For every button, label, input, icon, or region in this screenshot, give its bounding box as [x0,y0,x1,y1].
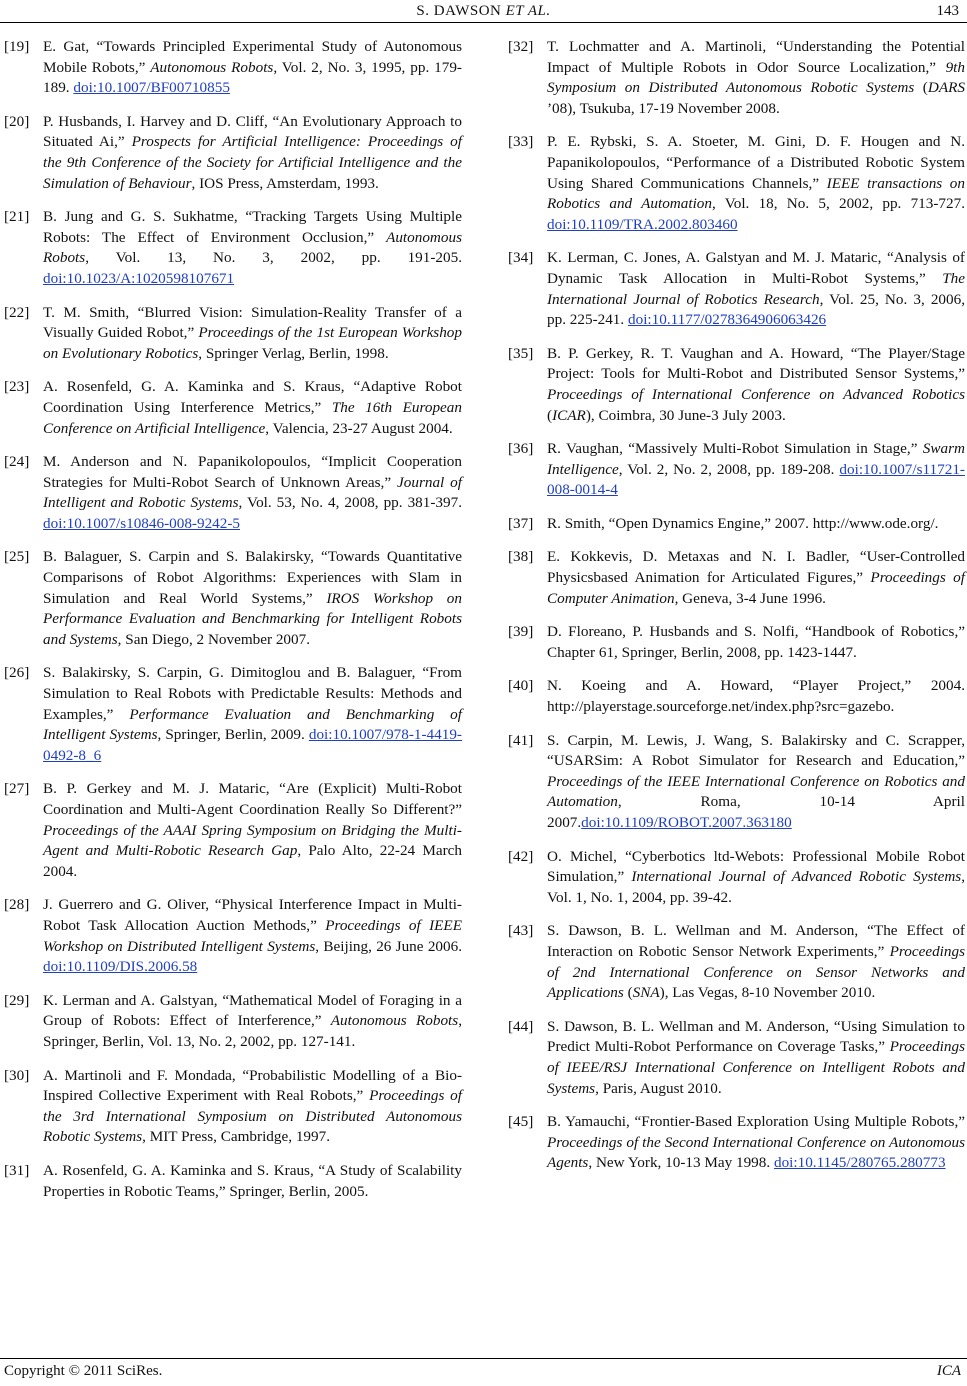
reference-number: [20] [4,112,30,130]
reference-item [508,1017,965,1099]
reference-text-segment: ), Las Vegas, 8-10 November 2010. [659,984,876,1002]
reference-text-segment: ), Coimbra, 30 June-3 July 2003. [585,406,786,424]
reference-text [43,37,462,99]
reference-number: [27] [4,780,30,798]
reference-text-segment: , Springer, Berlin, 2009. [157,726,309,744]
reference-text-segment: S. Dawson, B. L. Wellman and M. Anderson, “Using Simulation to Predict Multi-Robot Performance on Coverage Tasks,” [547,1017,965,1056]
reference-text-segment: K. Lerman and A. Galstyan, “Mathematical Model of Foraging in a Group of Robots: Effect of Interference,” [43,991,462,1030]
reference-italic-text: Journal of Intelligent and Robotic Systems [43,473,462,512]
reference-text-segment: B. Jung and G. S. Sukhatme, “Tracking Targets Using Multiple Robots: The Effect of Environment Occlusion,” [43,208,462,246]
reference-item [508,1112,965,1174]
reference-number: [31] [4,1161,30,1179]
reference-text-segment: B. Balaguer, S. Carpin and S. Balakirsky, “Towards Quantitative Comparisons of Robot Algorithms: Experiences with Slam in Simulation and Real World Systems,” [43,548,462,607]
reference-text-segment: J. Guerrero and G. Oliver, “Physical Interference Impact in Multi-Robot Task Allocation Auction Methods,” [43,896,462,934]
reference-item [508,676,965,717]
reference-text [43,895,462,977]
doi-link[interactable]: doi:10.1007/s11721-008-0014-4 [547,460,965,499]
journal-abbreviation: ICA [936,1363,961,1379]
doi-link[interactable]: doi:10.1109/TRA.2002.803460 [547,215,738,233]
reference-text-segment: , MIT Press, Cambridge, 1997. [142,1128,330,1146]
running-head [0,2,967,20]
reference-number: [19] [4,38,30,55]
reference-item [508,847,965,909]
reference-text-segment: S. Dawson, B. L. Wellman and M. Anderson, “The Effect of Interaction on Robotic Sensor Network Experiments,” [547,922,965,960]
reference-text [547,37,965,119]
reference-number: [21] [4,208,30,226]
doi-link[interactable]: doi:10.1023/A:1020598107671 [43,269,235,287]
reference-number: [29] [4,991,30,1009]
doi-link[interactable]: doi:10.1007/BF00710855 [73,79,230,97]
reference-italic-text: Autonomous Robots [330,1012,459,1030]
doi-link[interactable]: doi:10.1109/DIS.2006.58 [43,958,198,976]
reference-text-segment: ( [914,79,928,97]
reference-text-segment: , Vol. 2, No. 3, 1995, pp. 179-189. [43,58,462,97]
copyright-notice: Copyright © 2011 SciRes. [4,1363,163,1379]
reference-italic-text: Autonomous Robots [150,58,274,76]
reference-italic-text: The International Journal of Robotics Research [547,269,965,308]
reference-text-segment: N. Koeing and A. Howard, “Player Project,” 2004. http://playerstage.sourceforge.net/index.php?src=gazebo. [547,677,965,716]
reference-number: [26] [4,664,30,682]
reference-italic-text: International Journal of Advanced Robotic Systems [631,868,962,886]
reference-item [4,991,462,1053]
reference-item [508,921,965,1003]
reference-text [43,377,462,439]
reference-text [547,344,965,426]
reference-number: [37] [508,514,534,532]
reference-text-segment: , IOS Press, Amsterdam, 1993. [191,174,379,192]
reference-item [508,514,965,535]
reference-italic-text: ICAR [552,406,586,424]
reference-text-segment: A. Rosenfeld, G. A. Kaminka and S. Kraus, “A Study of Scalability Properties in Robotic Teams,” Springer, Berlin, 2005. [43,1161,462,1200]
reference-text-segment: , Vol. 18, No. 5, 2002, pp. 713-727. [711,195,965,213]
reference-italic-text: Proceedings of the 1st European Workshop on Evolutionary Robotics [43,324,462,362]
reference-italic-text: Proceedings of the AAAI Spring Symposium on Bridging the Multi-Agent and Multi-Robotic Research Gap [43,821,462,860]
reference-text [547,921,965,1003]
reference-item [508,248,965,330]
doi-link[interactable]: doi:10.1109/ROBOT.2007.363180 [581,814,792,831]
reference-item [508,731,965,834]
reference-number: [32] [508,38,534,55]
reference-item [4,112,462,194]
reference-text-segment: , Geneva, 3-4 June 1996. [674,589,826,607]
reference-text-segment: B. P. Gerkey, R. T. Vaughan and A. Howard, “The Player/Stage Project: Tools for Multi-Robot and Distributed Sensor Systems,” [547,344,965,383]
reference-text [43,303,462,365]
reference-text [43,779,462,882]
reference-number: [25] [4,548,30,566]
page-number: 143 [936,3,959,19]
reference-text-segment: , Vol. 53, No. 4, 2008, pp. 381-397. [238,494,462,512]
doi-link[interactable]: doi:10.1145/280765.280773 [773,1154,946,1172]
reference-number: [28] [4,896,30,914]
reference-text-segment: , Vol. 2, No. 2, 2008, pp. 189-208. [618,460,840,478]
reference-text-segment: T. M. Smith, “Blurred Vision: Simulation-Reality Transfer of a Visually Guided Robot,” [43,303,462,342]
reference-text-segment: ( [547,406,553,424]
reference-italic-text: Proceedings of IEEE/RSJ International Conference on Intelligent Robots and Systems [547,1038,965,1097]
reference-number: [43] [508,922,534,940]
reference-text-segment: R. Smith, “Open Dynamics Engine,” 2007. http://www.ode.org/. [547,514,939,532]
reference-number: [35] [508,344,534,362]
reference-text-segment: E. Kokkevis, D. Metaxas and N. I. Badler, “User-Controlled Physicsbased Animation for Articulated Figures,” [547,548,965,587]
reference-item [4,547,462,650]
reference-item [508,344,965,426]
reference-text-segment: A. Martinoli and F. Mondada, “Probabilistic Modelling of a Bio-Inspired Collective Experiment with Real Robots,” [43,1066,462,1105]
reference-text [43,991,462,1053]
reference-text-segment: , Springer Verlag, Berlin, 1998. [198,344,389,362]
reference-text-segment: M. Anderson and N. Papanikolopoulos, “Implicit Cooperation Strategies for Multi-Robot Search of Unknown Areas,” [43,453,462,491]
reference-item [4,1066,462,1148]
reference-item [508,547,965,609]
reference-text-segment: , Beijing, 26 June 2006. [315,937,462,955]
reference-italic-text: DARS [927,79,965,97]
reference-text-segment: ’08), Tsukuba, 17-19 November 2008. [547,99,780,117]
reference-italic-text: IEEE transactions on Robotics and Automation [547,174,965,213]
reference-text-segment: R. Vaughan, “Massively Multi-Robot Simulation in Stage,” [547,440,923,458]
reference-text-segment: , Valencia, 23-27 August 2004. [265,419,453,437]
reference-text-segment: , Roma, 10-14 April 2007. [547,793,965,831]
reference-item [4,779,462,882]
reference-text-segment: A. Rosenfeld, G. A. Kaminka and S. Kraus, “Adaptive Robot Coordination Using Interference Metrics,” [43,378,462,416]
reference-italic-text: Swarm Intelligence [547,440,965,478]
reference-text [43,547,462,650]
reference-text-segment: , Springer, Berlin, Vol. 13, No. 2, 2002, pp. 127-141. [43,1012,462,1050]
page-header [0,2,967,24]
reference-text [547,1017,965,1099]
reference-text [547,1112,965,1174]
reference-text-segment: T. Lochmatter and A. Martinoli, “Understanding the Potential Impact of Multiple Robots in Odor Source Localization,” [547,38,965,76]
reference-number: [34] [508,249,534,267]
reference-item [4,37,462,99]
reference-text [43,1066,462,1148]
reference-item [508,132,965,235]
reference-text-segment: , Vol. 1, No. 1, 2004, pp. 39-42. [547,868,965,906]
reference-italic-text: Autonomous Robots [43,228,462,267]
doi-link[interactable]: doi:10.1007/s10846-008-9242-5 [43,514,241,532]
reference-text [43,1161,462,1202]
reference-italic-text: Proceedings of International Conference on Advanced Robotics [547,385,965,403]
reference-text-segment: B. Yamauchi, “Frontier-Based Exploration Using Multiple Robots,” [547,1113,965,1131]
reference-italic-text: Proceedings of the 3rd International Symposium on Distributed Autonomous Robotic Systems [43,1087,462,1146]
reference-text [547,439,965,501]
reference-text-segment: , Vol. 13, No. 3, 2002, pp. 191-205. [85,249,462,267]
reference-number: [38] [508,548,534,566]
reference-text-segment: S. Balakirsky, S. Carpin, G. Dimitoglou and B. Balaguer, “From Simulation to Real Robots with Predictable Results: Methods and Examples,” [43,664,462,723]
reference-number: [45] [508,1113,534,1131]
reference-number: [44] [508,1017,534,1035]
reference-text-segment: P. E. Rybski, S. A. Stoeter, M. Gini, D. F. Hougen and N. Papanikolopoulos, “Performance of a Distributed Robotic System Using Shared Communications Channels,” [547,133,965,192]
reference-text [547,248,965,330]
references-column-left [4,37,462,1215]
reference-item [4,663,462,766]
reference-number: [22] [4,303,30,321]
reference-italic-text: Prospects for Artificial Intelligence: Proceedings of the 9th Conference of the Society for Artificial Intelligence and the Simulation of Behaviour [43,133,462,192]
reference-text [547,847,965,909]
page-footer [0,1358,967,1383]
reference-text-segment: B. P. Gerkey and M. J. Mataric, “Are (Explicit) Multi-Robot Coordination and Multi-Agent Coordination Really So Different?” [43,780,462,818]
reference-text-segment: D. Floreano, P. Husbands and S. Nolfi, “Handbook of Robotics,” Chapter 61, Springer, Berlin, 2008, pp. 1423-1447. [547,623,965,661]
reference-italic-text: 9th Symposium on Distributed Autonomous Robotic Systems [547,58,965,97]
reference-item [4,452,462,534]
reference-text-segment: E. Gat, “Towards Principled Experimental Study of Autonomous Mobile Robots,” [43,38,462,76]
reference-text [547,622,965,663]
reference-text-segment: , Palo Alto, 22-24 March 2004. [43,842,462,880]
doi-link[interactable]: doi:10.1177/0278364906063426 [628,311,827,329]
reference-text [43,207,462,289]
reference-text [547,514,965,535]
reference-text-segment: O. Michel, “Cyberbotics ltd-Webots: Professional Mobile Robot Simulation,” [547,847,965,886]
reference-text-segment: , New York, 10-13 May 1998. [588,1154,774,1172]
reference-text-segment: ( [623,984,633,1002]
reference-number: [39] [508,623,534,641]
reference-italic-text: Proceedings of Computer Animation [547,569,965,607]
reference-number: [36] [508,440,534,458]
reference-item [508,622,965,663]
reference-text [547,132,965,235]
reference-item [4,303,462,365]
reference-number: [42] [508,847,534,865]
reference-text-segment: P. Husbands, I. Harvey and D. Cliff, “An Evolutionary Approach to Situated Ai,” [43,112,462,151]
reference-italic-text: Proceedings of the IEEE International Conference on Robotics and Automation [547,772,965,811]
reference-italic-text: The 16th European Conference on Artificial Intelligence [43,398,462,437]
reference-item [4,377,462,439]
references-column-right [508,37,965,1187]
reference-italic-text: Proceedings of the Second International Conference on Autonomous Agents [547,1133,965,1172]
header-rule [0,22,967,23]
reference-text-segment: K. Lerman, C. Jones, A. Galstyan and M. J. Mataric, “Analysis of Dynamic Task Allocation in Multi-Robot Systems,” [547,249,965,287]
reference-item [4,207,462,289]
reference-text-segment: , Vol. 25, No. 3, 2006, pp. 225-241. [547,290,965,329]
reference-text [547,547,965,609]
reference-text-segment: , Paris, August 2010. [595,1079,722,1097]
running-head-authors: S. DAWSON [416,3,502,19]
reference-text [547,731,965,834]
doi-link[interactable]: doi:10.1007/978-1-4419-0492-8_6 [43,726,462,764]
reference-number: [33] [508,133,534,151]
reference-text [547,676,965,717]
reference-text [43,112,462,194]
reference-item [4,1161,462,1202]
reference-item [508,37,965,119]
reference-number: [40] [508,677,534,695]
reference-item [508,439,965,501]
reference-italic-text: IROS Workshop on Performance Evaluation and Benchmarking for Intelligent Robots and Systems [43,589,462,648]
reference-item [4,895,462,977]
reference-text [43,452,462,534]
reference-italic-text: SNA [632,984,660,1002]
reference-italic-text: Proceedings of 2nd International Conference on Sensor Networks and Applications [547,942,965,1002]
reference-number: [23] [4,378,30,396]
reference-text-segment: , San Diego, 2 November 2007. [117,630,311,648]
reference-number: [24] [4,453,30,471]
reference-text [43,663,462,766]
reference-text-segment: S. Carpin, M. Lewis, J. Wang, S. Balakirsky and C. Scrapper, “USARSim: A Robot Simulator for Research and Education,” [547,731,965,770]
reference-italic-text: Performance Evaluation and Benchmarking of Intelligent Systems [43,705,462,744]
reference-number: [30] [4,1066,30,1084]
reference-number: [41] [508,731,534,749]
reference-italic-text: Proceedings of IEEE Workshop on Distributed Intelligent Systems [43,916,462,955]
running-head-et-al: ET AL. [505,3,551,19]
